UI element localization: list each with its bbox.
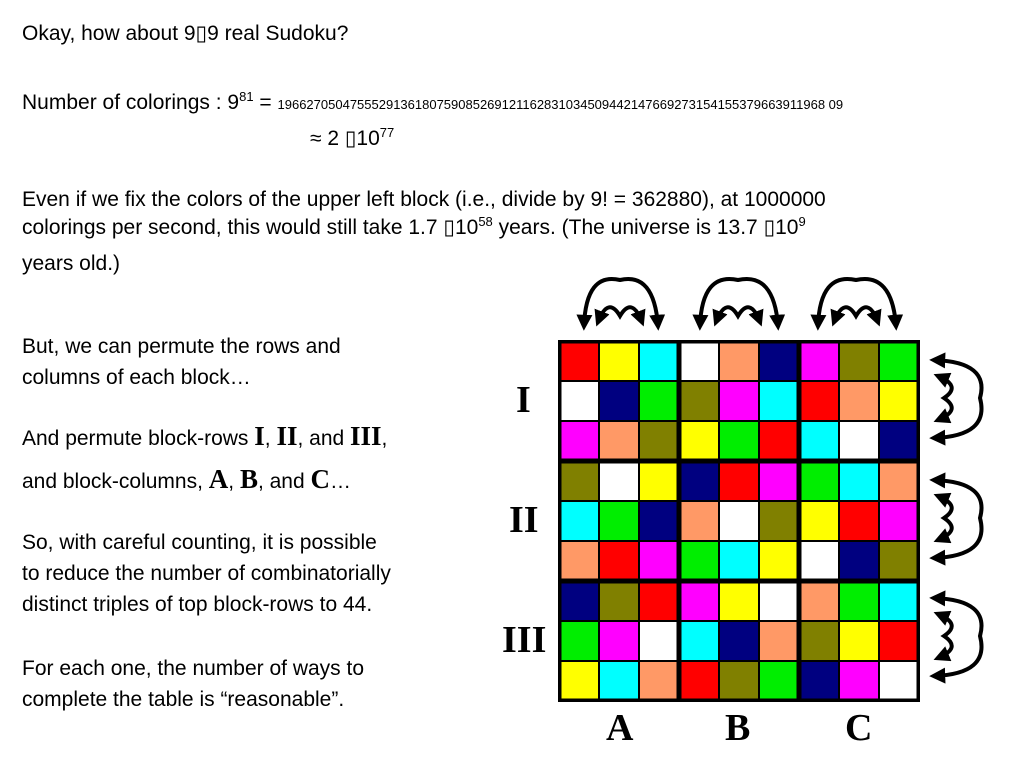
grid-cell xyxy=(679,541,719,581)
grid-cell xyxy=(599,461,639,501)
row-label-ii: II xyxy=(509,499,539,541)
grid-cell xyxy=(559,661,599,701)
para2-line1: But, we can permute the rows and xyxy=(22,335,341,358)
grid-cell xyxy=(799,381,839,421)
grid-cell xyxy=(879,621,919,661)
grid-cell xyxy=(679,381,719,421)
grid-cell xyxy=(599,501,639,541)
grid-cell xyxy=(559,461,599,501)
para3-row1: I xyxy=(254,421,265,451)
grid-cell xyxy=(799,421,839,461)
grid-cell xyxy=(639,341,679,381)
intro-line: Okay, how about 9▯9 real Sudoku? xyxy=(22,22,349,45)
grid-cell xyxy=(559,621,599,661)
grid-cell xyxy=(839,461,879,501)
grid-cell xyxy=(639,501,679,541)
grid-cell xyxy=(799,581,839,621)
para2-line2: columns of each block… xyxy=(22,366,251,389)
para3-row3: III xyxy=(350,421,382,451)
para3-col2: B xyxy=(239,464,258,494)
para3-end2: … xyxy=(330,470,351,493)
para1-exp2: 9 xyxy=(798,214,806,229)
grid-cell xyxy=(639,381,679,421)
para4-line2: to reduce the number of combinatorially xyxy=(22,562,391,585)
grid-cell xyxy=(839,541,879,581)
row-swap-arrows xyxy=(934,360,982,676)
grid-cell xyxy=(839,621,879,661)
grid-cell xyxy=(719,661,759,701)
para3-sep2: , and xyxy=(297,427,351,450)
grid-cell xyxy=(799,661,839,701)
para3-sep1: , xyxy=(264,427,277,450)
row-label-i: I xyxy=(516,379,531,421)
grid-cell xyxy=(759,341,799,381)
grid-cell xyxy=(799,461,839,501)
column-swap-arrows xyxy=(584,279,896,326)
grid-cell xyxy=(839,501,879,541)
grid-cell xyxy=(559,541,599,581)
grid-cell xyxy=(559,381,599,421)
grid-cell xyxy=(599,541,639,581)
grid-cell xyxy=(679,341,719,381)
approx-value: ≈ 2 ▯10 xyxy=(310,127,380,150)
grid-cell xyxy=(639,621,679,661)
colorings-exponent: 81 xyxy=(239,89,254,104)
col-label-a: A xyxy=(606,707,634,749)
grid-cell xyxy=(719,381,759,421)
para5-line1: For each one, the number of ways to xyxy=(22,657,365,680)
colorings-equals: = xyxy=(253,91,278,114)
grid-cell xyxy=(679,621,719,661)
grid-cell xyxy=(719,461,759,501)
grid-cell xyxy=(719,621,759,661)
grid-cell xyxy=(879,661,919,701)
grid-cell xyxy=(599,421,639,461)
grid-cell xyxy=(879,461,919,501)
row-label-iii: III xyxy=(502,619,547,661)
para1-line3: years old.) xyxy=(22,252,121,275)
grid-cell xyxy=(559,501,599,541)
grid-cell xyxy=(719,581,759,621)
grid-cell xyxy=(679,461,719,501)
grid-cell xyxy=(599,581,639,621)
grid-cell xyxy=(879,541,919,581)
para1-line2-a: colorings per second, this would still take 1.7 ▯10 xyxy=(22,216,479,239)
para3-text-a: And permute block-rows xyxy=(22,427,255,450)
para3-col3: C xyxy=(310,464,330,494)
para3-text-b: and block-columns, xyxy=(22,470,209,493)
grid-cell xyxy=(799,501,839,541)
grid-cell xyxy=(559,421,599,461)
grid-cell xyxy=(879,341,919,381)
grid-cell xyxy=(759,381,799,421)
grid-cell xyxy=(839,381,879,421)
grid-cell xyxy=(839,341,879,381)
grid-cell xyxy=(839,581,879,621)
grid-cell xyxy=(599,661,639,701)
col-label-c: C xyxy=(845,707,873,749)
para5-line2: complete the table is “reasonable”. xyxy=(22,688,345,711)
grid-cell xyxy=(679,661,719,701)
grid-cell xyxy=(879,581,919,621)
grid-cell xyxy=(759,661,799,701)
grid-cell xyxy=(799,621,839,661)
colorings-value: 1966270504755529136180759085269121162831034509442147669273154155379663911968 09 xyxy=(277,97,844,112)
para3-end1: , xyxy=(381,427,388,450)
grid-cell xyxy=(639,461,679,501)
grid-cell xyxy=(639,661,679,701)
para1-line2-b: years. (The universe is 13.7 ▯10 xyxy=(492,216,799,239)
para3-sep3: , xyxy=(228,470,240,493)
grid-cell xyxy=(639,541,679,581)
grid-cell xyxy=(679,501,719,541)
grid-cell xyxy=(559,581,599,621)
grid-cell xyxy=(879,501,919,541)
grid-cell xyxy=(759,421,799,461)
grid-cell xyxy=(639,421,679,461)
grid-cell xyxy=(719,421,759,461)
grid-cell xyxy=(559,341,599,381)
colorings-label: Number of colorings : 9 xyxy=(22,91,240,114)
para4-line3: distinct triples of top block-rows to 44. xyxy=(22,593,373,616)
grid-cell xyxy=(719,541,759,581)
grid-cell xyxy=(759,541,799,581)
sudoku-color-grid xyxy=(558,340,920,702)
grid-cell xyxy=(719,501,759,541)
approx-exponent: 77 xyxy=(379,125,395,140)
col-label-b: B xyxy=(725,707,751,749)
grid-cell xyxy=(759,621,799,661)
grid-cell xyxy=(599,621,639,661)
para1-exp1: 58 xyxy=(478,214,493,229)
grid-cell xyxy=(759,581,799,621)
grid-cell xyxy=(599,341,639,381)
para1-line1: Even if we fix the colors of the upper left block (i.e., divide by 9! = 362880), at 1000000 xyxy=(22,188,826,211)
grid-cell xyxy=(759,461,799,501)
para3-row2: II xyxy=(276,421,298,451)
grid-cell xyxy=(839,661,879,701)
grid-cell xyxy=(839,421,879,461)
para3-sep4: , and xyxy=(257,470,311,493)
grid-cell xyxy=(799,541,839,581)
grid-cell xyxy=(639,581,679,621)
grid-cell xyxy=(679,421,719,461)
para3-col1: A xyxy=(208,464,229,494)
grid-cell xyxy=(679,581,719,621)
grid-cell xyxy=(719,341,759,381)
grid-cell xyxy=(759,501,799,541)
para4-line1: So, with careful counting, it is possible xyxy=(22,531,377,554)
grid-cell xyxy=(599,381,639,421)
grid-cell xyxy=(879,421,919,461)
grid-cell xyxy=(879,381,919,421)
grid-cell xyxy=(799,341,839,381)
